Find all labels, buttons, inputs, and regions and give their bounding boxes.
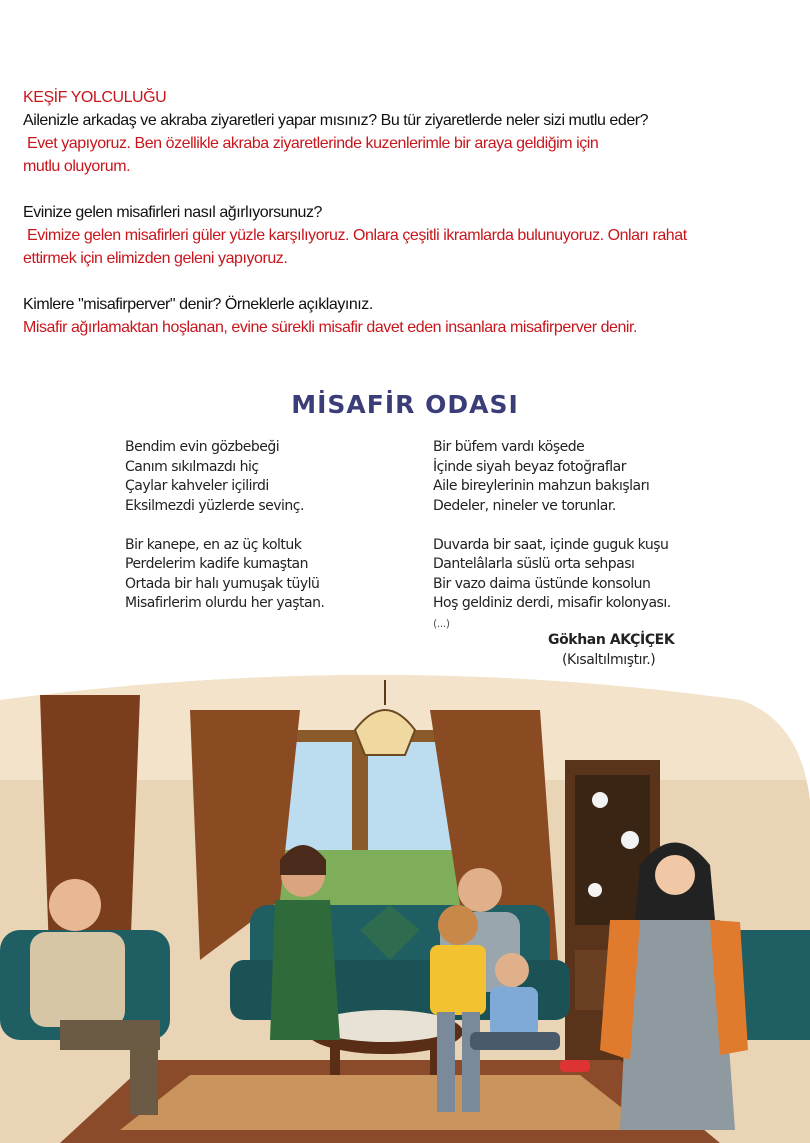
poem-line: Bendim evin gözbebeği	[125, 439, 280, 455]
poem-line: Hoş geldiniz derdi, misafir kolonyası.	[433, 595, 671, 611]
answer-2-line-2: ettirmek için elimizden geleni yapıyoruz.	[23, 250, 288, 267]
poem-line: Eksilmezdi yüzlerde sevinç.	[125, 497, 304, 514]
question-1: Ailenizle arkadaş ve akraba ziyaretleri yapar mısınız? Bu tür ziyaretlerde neler sizi mutlu eder?	[23, 112, 649, 129]
answer-1-line-1: Evet yapıyoruz. Ben özellikle akraba ziyaretlerinde kuzenlerimle bir araya geldiğim için	[23, 135, 599, 152]
poem-line: Bir büfem vardı köşede	[433, 439, 585, 455]
question-3: Kimlere "misafirperver" denir? Örneklerle açıklayınız.	[23, 296, 373, 313]
living-room-illustration	[0, 660, 810, 1143]
answer-1-line-2: mutlu oluyorum.	[23, 158, 131, 175]
poem-right-column	[433, 438, 671, 633]
answer-3-line-1: Misafir ağırlamaktan hoşlanan, evine sürekli misafir davet eden insanlara misafirperver denir.	[23, 319, 638, 336]
poem-line: Bir vazo daima üstünde konsolun	[433, 575, 651, 592]
poem-author: Gökhan AKÇİÇEK	[548, 632, 675, 648]
poem-line: Bir kanepe, en az üç koltuk	[125, 536, 302, 553]
poem-line: İçinde siyah beyaz fotoğraflar	[433, 458, 626, 475]
poem-line: Dedeler, nineler ve torunlar.	[433, 497, 616, 514]
poem-line: Ortada bir halı yumuşak tüylü	[125, 575, 320, 592]
poem-line: Perdelerim kadife kumaştan	[125, 556, 309, 572]
poem-line: Çaylar kahveler içilirdi	[125, 478, 269, 494]
answer-2-line-1: Evimize gelen misafirleri güler yüzle karşılıyoruz. Onlara çeşitli ikramlarda bulunuyoruz. Onları rahat	[23, 227, 687, 244]
section-heading: KEŞİF YOLCULUĞU	[23, 89, 167, 106]
question-2: Evinize gelen misafirleri nasıl ağırlıyorsunuz?	[23, 204, 322, 221]
poem-ellipsis: (...)	[433, 616, 450, 630]
toy-car	[560, 1060, 590, 1072]
poem-line: Misafirlerim olurdu her yaştan.	[125, 595, 325, 611]
poem-line: Canım sıkılmazdı hiç	[125, 458, 259, 475]
poem-left-column	[125, 438, 324, 614]
poem-title: MİSAFİR ODASI	[291, 390, 519, 419]
poem-line: Dantelâlarla süslü orta sehpası	[433, 556, 635, 572]
poem-line: Aile bireylerinin mahzun bakışları	[433, 478, 650, 494]
poem-line: Duvarda bir saat, içinde guguk kuşu	[433, 536, 669, 553]
discovery-section	[23, 86, 687, 339]
abridged-note: (Kısaltılmıştır.)	[562, 652, 656, 668]
